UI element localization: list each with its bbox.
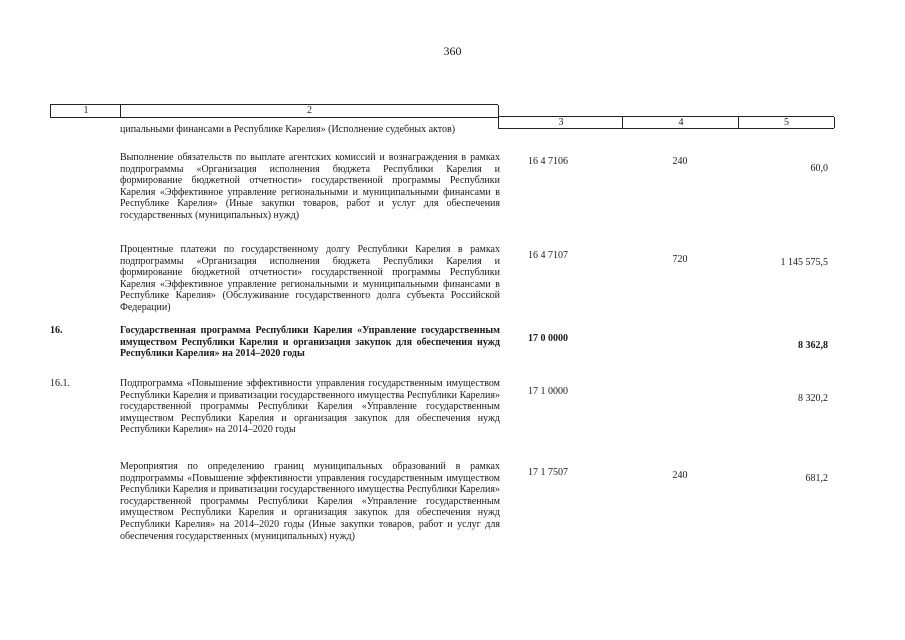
row-code: 17 1 7507 [528, 467, 568, 478]
header-col-1: 1 [50, 105, 121, 117]
row-description: Мероприятия по определению границ муниципальных образований в рамках подпрограммы «Повышение эффективности управления государственным имуществом Республики Карелия и приватизации государственного имущества Республики Карелия» государственной программы Республики Карелия «Управление государственным имуществом Республики Карелия и организация закупок для обеспечения нужд Республики Карелия» на 2014–2020 годы (Иные закупки товаров, работ и услуг для обеспечения государственных (муниципальных) нужд) [120, 461, 500, 542]
row-description: Подпрограмма «Повышение эффективности управления государственным имуществом Республики Карелия и приватизации государственного имущества Республики Карелия» государственной программы Республики Карелия «Управление государственным имуществом Республики Карелия и организация закупок для обеспечения нужд Республики Карелия» на 2014–2020 годы [120, 378, 500, 436]
page-number: 360 [443, 44, 462, 58]
row-code: 16 4 7107 [528, 250, 568, 261]
row-code: 17 1 0000 [528, 386, 568, 397]
row-amount: 681,2 [805, 473, 828, 484]
header-col-5: 5 [738, 117, 835, 128]
header-col-2: 2 [120, 105, 499, 117]
table-header-row-top [50, 104, 498, 118]
row-number: 16. [50, 325, 63, 336]
row-type: 240 [672, 470, 688, 481]
row-amount: 8 320,2 [798, 393, 828, 404]
row-amount: 60,0 [810, 163, 828, 174]
row-code: 17 0 0000 [528, 333, 568, 344]
header-col-3: 3 [498, 117, 623, 128]
row-description: Процентные платежи по государственному долгу Республики Карелия в рамках подпрограммы «Организация исполнения бюджета Республики Карелия и формирование бюджетной отчетности» государственной программы Республики Карелия «Эффективное управление региональными и муниципальными финансами в Республике Карелия» (Обслуживание государственного долга субъекта Российской Федерации) [120, 244, 500, 313]
row-code: 16 4 7106 [528, 156, 568, 167]
header-col-4: 4 [622, 117, 739, 128]
row-amount: 8 362,8 [798, 340, 828, 351]
row-number: 16.1. [50, 378, 70, 389]
row-type: 240 [672, 156, 688, 167]
row-description: Выполнение обязательств по выплате агентских комиссий и вознаграждения в рамках подпрограммы «Организация исполнения бюджета Республики Карелия и формирование бюджетной отчетности» государственной программы Республики Карелия «Эффективное управление региональными и муниципальными финансами в Республике Карелия» (Иные закупки товаров, работ и услуг для обеспечения государственных (муниципальных) нужд) [120, 152, 500, 221]
row-description: Государственная программа Республики Карелия «Управление государственным имуществом Республики Карелия и организация закупок для обеспечения нужд Республики Карелия» на 2014–2020 годы [120, 325, 500, 360]
table-header-row-right [498, 116, 834, 129]
row-description: ципальными финансами в Республике Карелия» (Исполнение судебных актов) [120, 124, 456, 135]
row-type: 720 [672, 254, 688, 265]
row-amount: 1 145 575,5 [780, 257, 828, 268]
